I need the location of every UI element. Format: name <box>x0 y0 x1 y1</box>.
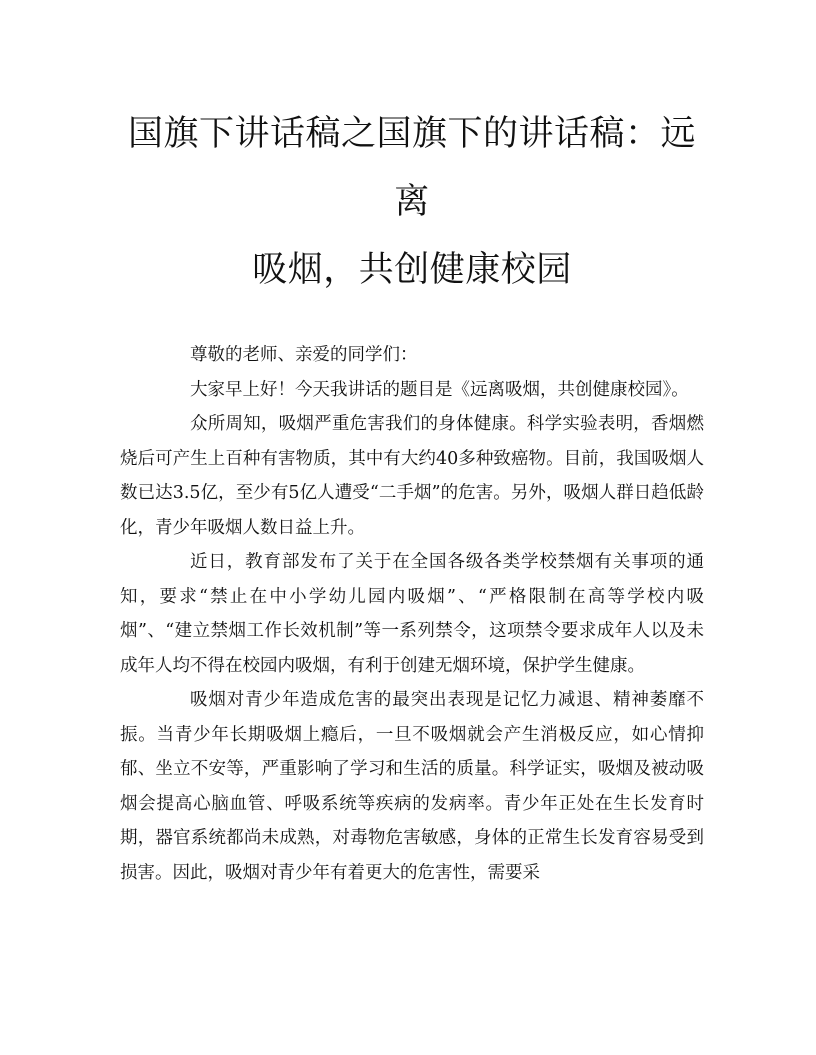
title-line-1: 国旗下讲话稿之国旗下的讲话稿：远离 <box>127 114 696 222</box>
youth-harm-paragraph: 吸烟对青少年造成危害的最突出表现是记忆力减退、精神萎靡不振。当青少年长期吸烟上瘾后，一旦不吸烟就会产生消极反应，如心情抑郁、坐立不安等，严重影响了学习和生活的质量。科学证实，吸烟及被动吸烟会提高心脑血管、呼吸系统等疾病的发病率。青少年正处在生长发育时期，器官系统都尚未成熟，对毒物危害敏感，身体的正常生长发育容易受到损害。因此，吸烟对青少年有着更大的危害性，需要采 <box>120 690 704 883</box>
title-line-2: 吸烟，共创健康校园 <box>252 250 572 290</box>
ministry-notice-paragraph: 近日，教育部发布了关于在全国各级各类学校禁烟有关事项的通知，要求“禁止在中小学幼儿园内吸烟”、“严格限制在高等学校内吸烟”、“建立禁烟工作长效机制”等一系列禁令，这项禁令要求成年人以及未成年人均不得在校园内吸烟，有利于创建无烟环境，保护学生健康。 <box>120 552 704 676</box>
opening-paragraph: 大家早上好！今天我讲话的题目是《远离吸烟，共创健康校园》。 <box>190 379 689 400</box>
document-title <box>120 100 704 304</box>
health-harm-paragraph: 众所周知，吸烟严重危害我们的身体健康。科学实验表明，香烟燃烧后可产生上百种有害物质，其中有大约40多种致癌物。目前，我国吸烟人数已达3.5亿，至少有5亿人遭受“二手烟”的危害。另外，吸烟人群日趋低龄化，青少年吸烟人数日益上升。 <box>120 414 704 538</box>
greeting-paragraph: 尊敬的老师、亲爱的同学们： <box>190 345 418 365</box>
document-body <box>120 338 704 890</box>
